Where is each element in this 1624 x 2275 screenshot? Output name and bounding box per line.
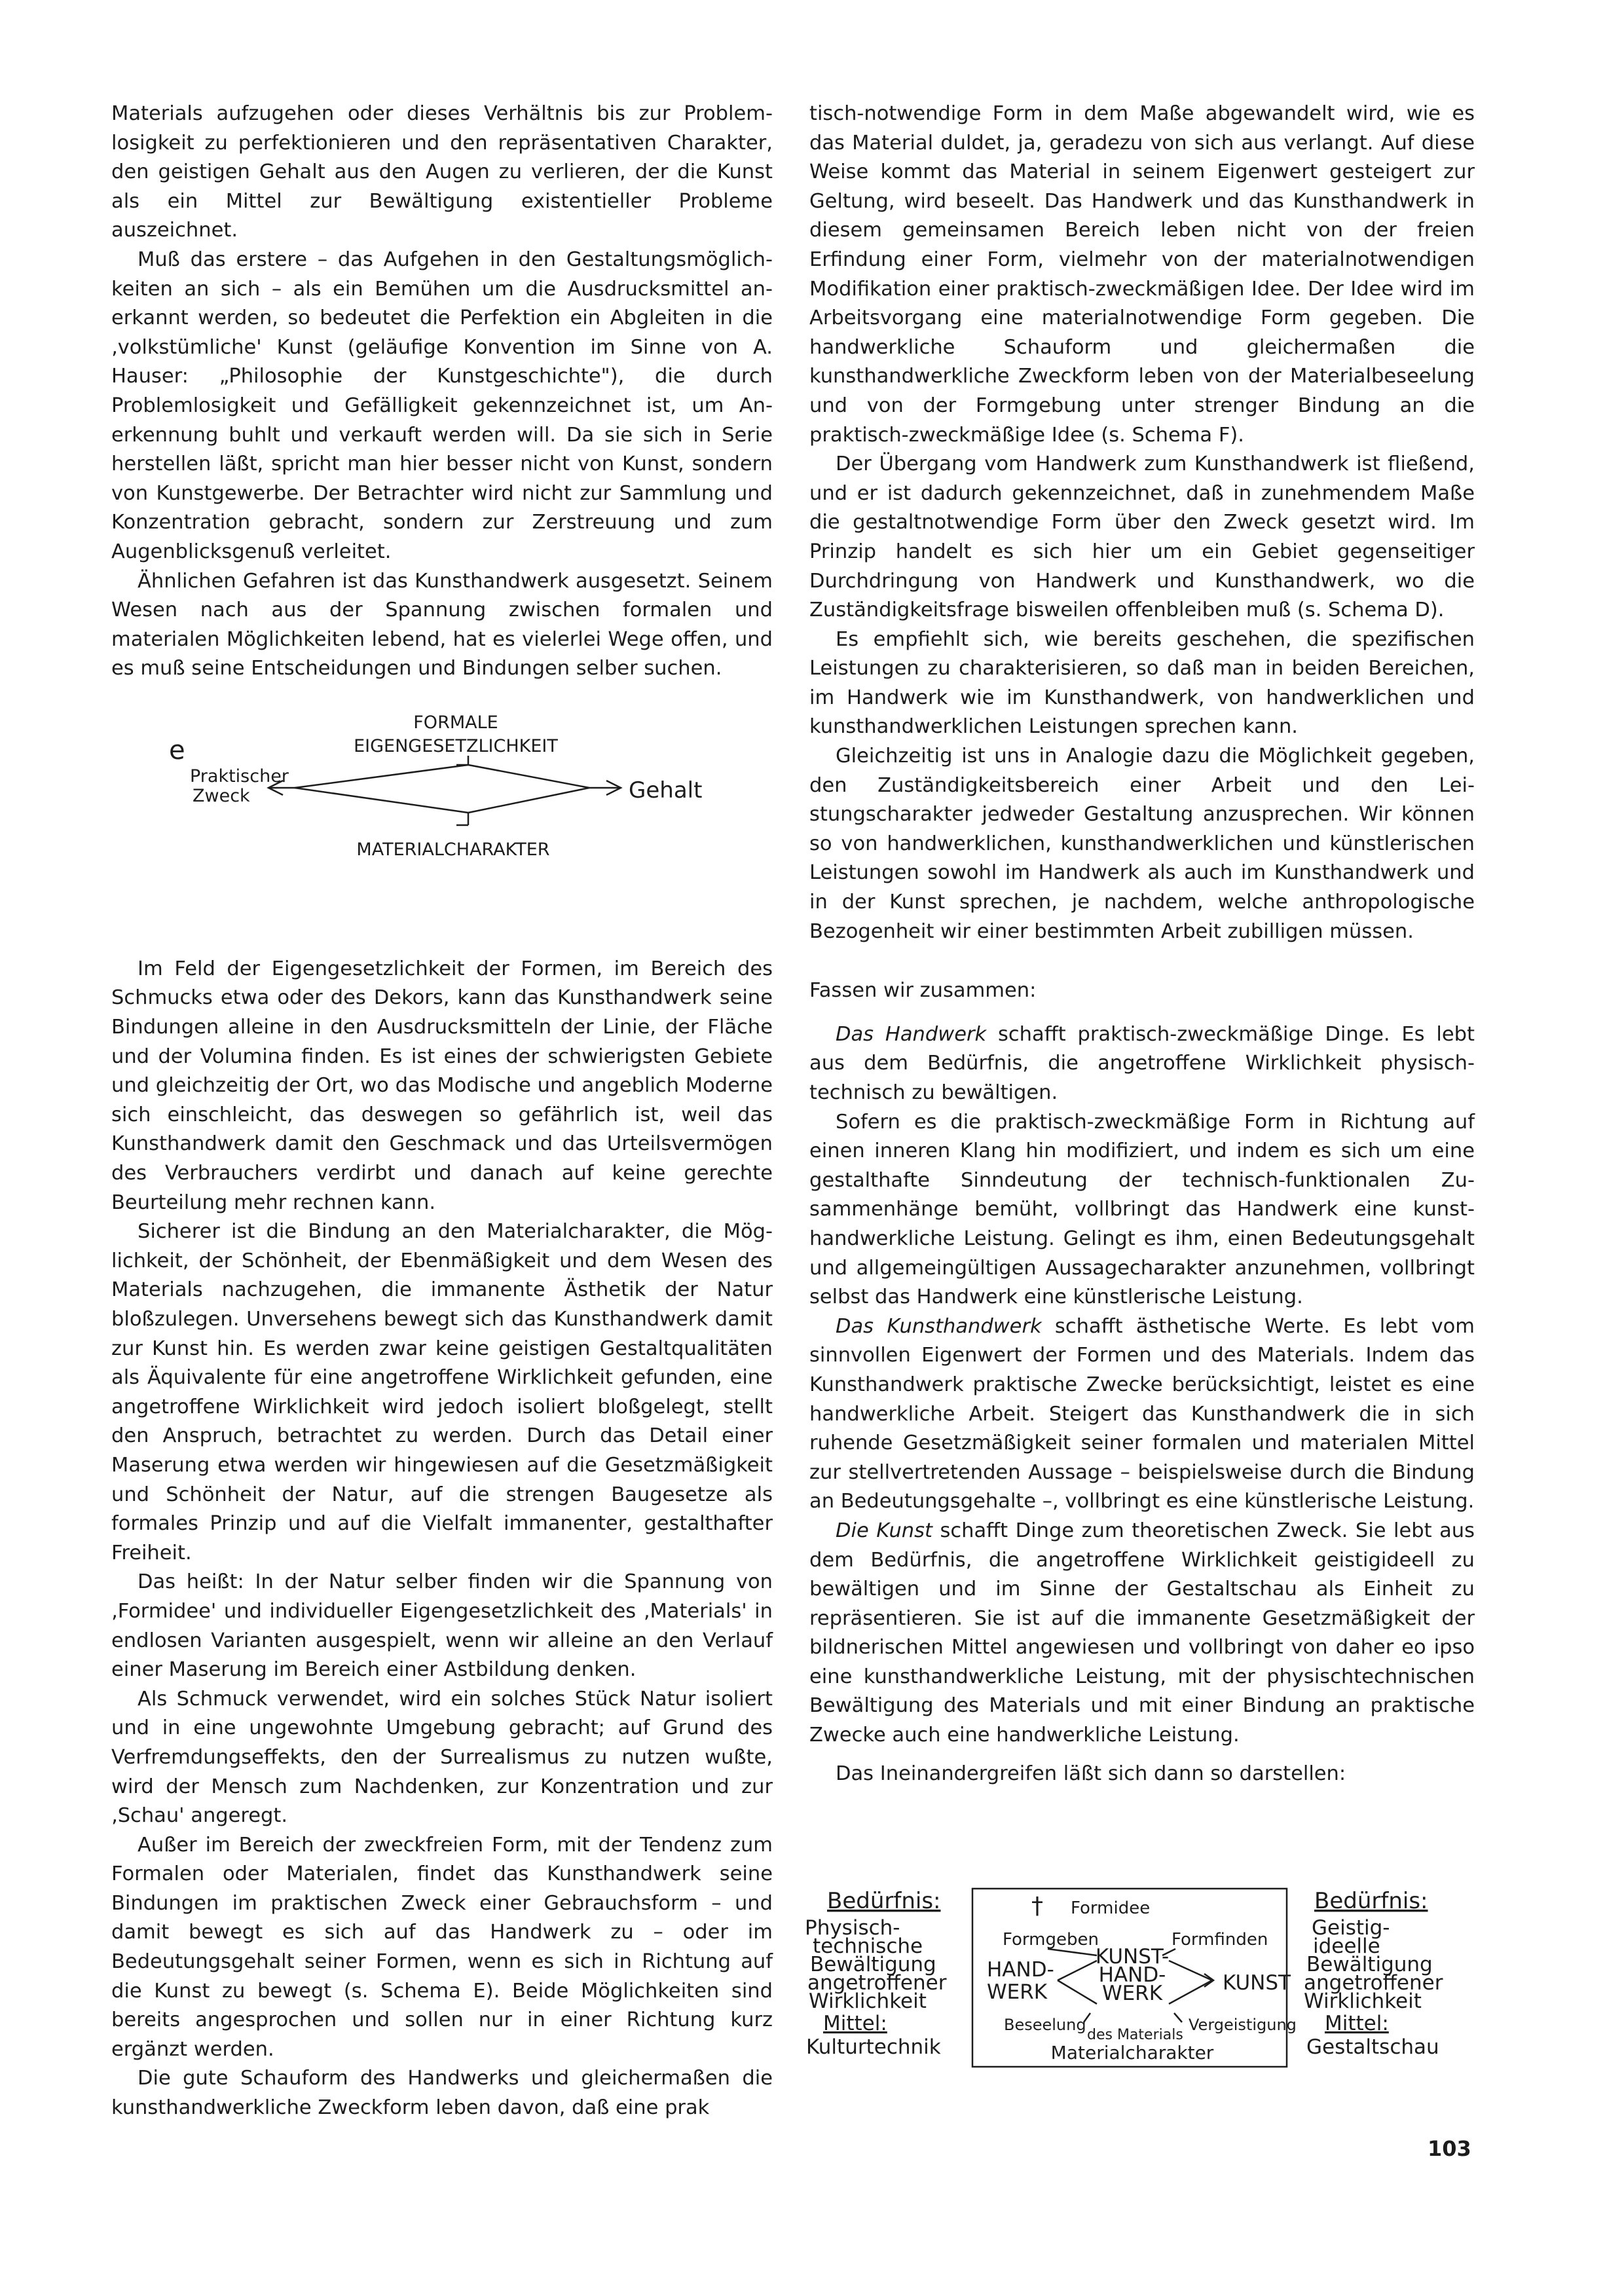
schema-e-top-line2: EIGENGESETZLICHKEIT	[354, 735, 558, 756]
paragraph: Das Ineinandergreifen läßt sich dann so darstellen:	[836, 1762, 1346, 1785]
schema-letter: e	[169, 735, 185, 766]
des-materials-label: des Materials	[1087, 2027, 1183, 2043]
paragraph: Muß das erstere – das Aufgehen in den Gestaltungsmöglichkeiten an sich – als ein Bemühen um die Ausdrucksmittel anerkannt werden, so bedeutet die Perfektion ein Abgleiten in die ‚volkstümliche' Kunst (geläufige Konvention im Sinne von A. Hauser: „Philosophie der Kunstgeschichte"), die durch Problemlosigkeit und Gefälligkeit gekennzeichnet ist, um Anerkennung buhlt und verkauft werden will. Da sie sich in Serie herstellen läßt, spricht man hier besser nicht von Kunst, sondern von Kunstgewerbe. Der Betrachter wird nicht zur Sammlung und Konzentration gebracht, sondern zur Zerstreuung und zum Augenblicksgenuß verleitet.	[111, 248, 773, 563]
paragraph: Gleichzeitig ist uns in Analogie dazu die Möglichkeit gegeben, den Zuständigkeitsbereich einer Arbeit und den Leistungscharakter jedweder Gestaltung anzusprechen. Wir können so von handwerklichen, kunsthandwerklichen und künstlerischen Leistungen sowohl im Handwerk als auch im Kunsthandwerk und in der Kunst sprechen, je nachdem, welche anthropologische Bezogenheit wir einer bestimmten Arbeit zubilligen müssen.	[809, 745, 1475, 943]
schema-e-diagram	[111, 698, 773, 921]
summary-lead: Fassen wir zusammen:	[809, 979, 1037, 1003]
schema-e-left-line2: Zweck	[193, 785, 250, 806]
right-heading: Bedürfnis:	[1314, 1888, 1428, 1914]
schema-f-figure	[783, 1882, 1477, 2098]
schema-e-figure	[111, 698, 773, 921]
schema-f-diagram	[783, 1882, 1477, 2101]
paragraph: Sofern es die praktisch-zweckmäßige Form in Richtung auf einen inneren Klang hin modifiziert, und indem es sich um eine gestalthafte Sinndeutung der technisch-funktionalen Zusammenhänge bemüht, vollbringt das Handwerk eine kunsthandwerkliche Leistung. Gelingt es ihm, einen Bedeutungsgehalt und allgemeingültigen Aussagecharakter anzunehmen, vollbringt selbst das Handwerk eine künstlerische Leistung.	[809, 1110, 1475, 1309]
paragraph: Sicherer ist die Bindung an den Materialcharakter, die Möglichkeit, der Schönheit, der Ebenmäßigkeit und dem Wesen des Materials nachzugehen, die immanente Ästhetik der Natur bloßzulegen. Unversehens bewegt sich das Kunsthandwerk damit zur Kunst hin. Es werden zwar keine geistigen Gestaltqualitäten als Äquivalente für eine angetroffene Wirklichkeit gefunden, eine angetroffene Wirklichkeit wird jedoch isoliert bloßgelegt, stellt den Anspruch, betrachtet zu werden. Durch das Detail einer Maserung etwa werden wir hingewiesen auf die Gesetzmäßigkeit und Schönheit der Natur, auf die strengen Baugesetze als formales Prinzip und auf die Vielfalt immanenter, gestalthafter Freiheit.	[111, 1220, 773, 1564]
beseelung-label: Beseelung	[1004, 2016, 1086, 2034]
right-text-column	[809, 100, 1475, 1788]
paragraph: Außer im Bereich der zweckfreien Form, mit der Tendenz zum Formalen oder Materialen, findet das Kunsthandwerk seine Bindungen im praktischen Zweck einer Gebrauchsform – und damit bewegt es sich auf das Handwerk zu – oder im Bedeutungsgehalt seiner Formen, wenn es sich in Richtung auf die Kunst zu bewegt (s. Schema E). Beide Möglichkeiten sind bereits angesprochen und sollen nur in einer Richtung kurz ergänzt werden.	[111, 1833, 773, 2061]
cross-icon: †	[1031, 1893, 1043, 1919]
vergeistigung-label: Vergeistigung	[1189, 2016, 1297, 2034]
formfinden-label: Formfinden	[1172, 1930, 1268, 1950]
handwerk-line1: HAND-	[987, 1958, 1054, 1982]
kunst-label: KUNST	[1223, 1971, 1291, 1995]
schema-e-lines	[268, 756, 621, 825]
term-kunsthandwerk: Das Kunsthandwerk	[836, 1314, 1042, 1338]
right-mittel: Mittel:	[1325, 2012, 1389, 2035]
left-line: Wirklichkeit	[809, 1989, 927, 2013]
paragraph: Die gute Schauform des Handwerks und gleichermaßen die kunsthandwerkliche Zweckform leben davon, daß eine prak	[111, 2067, 773, 2120]
paragraph: Der Übergang vom Handwerk zum Kunsthandwerk ist fließend, und er ist dadurch gekennzeichnet, daß in zunehmendem Maße die gestaltnotwendige Form über den Zweck gesetzt wird. Im Prinzip handelt es sich hier um ein Gebiet gegenseitiger Durchdringung von Handwerk und Kunsthandwerk, wo die Zuständigkeitsfrage bisweilen offenbleiben muß (s. Schema D).	[809, 453, 1475, 622]
left-line: Physisch-	[805, 1916, 900, 1940]
paragraph: Es empfiehlt sich, wie bereits geschehen, die spezifischen Leistungen zu charakterisieren, so daß man in beiden Bereichen, im Handwerk wie im Kunsthandwerk, von handwerklichen und kunsthandwerklichen Leistungen sprechen kann.	[809, 627, 1475, 739]
right-line: Wirklichkeit	[1304, 1989, 1422, 2013]
schema-e-left-line1: Praktischer	[190, 766, 289, 786]
paragraph: Das heißt: In der Natur selber finden wir die Spannung von ‚Formidee' und individueller Eigengesetzlichkeit des ‚Materials' in endlosen Varianten ausgespielt, wenn wir alleine an den Verlauf einer Maserung im Bereich einer Astbildung denken.	[111, 1570, 773, 1682]
right-line: Geistig-	[1312, 1916, 1390, 1940]
right-line: angetroffener	[1304, 1971, 1443, 1995]
paragraph: Ähnlichen Gefahren ist das Kunsthandwerk ausgesetzt. Seinem Wesen nach aus der Spannung zwischen formalen und materialen Möglichkeiten lebend, hat es vielerlei Wege offen, und es muß seine Entscheidungen und Bindungen selber suchen.	[111, 569, 773, 680]
paragraph: Materials aufzugehen oder dieses Verhältnis bis zur Problemlosigkeit zu perfektionieren und den repräsentativen Charakter, den geistigen Gehalt aus den Augen zu verlieren, der die Kunst als ein Mittel zur Bewältigung existentieller Probleme auszeichnet.	[111, 102, 773, 242]
left-line: Bewältigung	[810, 1953, 936, 1976]
left-heading: Bedürfnis:	[827, 1888, 941, 1914]
schema-e-bottom: MATERIALCHARAKTER	[356, 839, 550, 860]
kunsthandwerk-line3: WERK	[1101, 1982, 1163, 2005]
kunsthandwerk-line2: HAND-	[1098, 1963, 1166, 1987]
left-mittel-value: Kulturtechnik	[806, 2035, 941, 2059]
left-line: technische	[813, 1934, 923, 1958]
left-mittel: Mittel:	[823, 2012, 887, 2035]
term-kunst: Die Kunst	[836, 1519, 932, 1542]
schema-e-top-line1: FORMALE	[413, 712, 498, 733]
schema-e-right: Gehalt	[629, 777, 703, 804]
paragraph	[809, 1312, 1475, 1517]
formgeben-label: Formgeben	[1003, 1930, 1099, 1950]
paragraph: Als Schmuck verwendet, wird ein solches Stück Natur isoliert und in eine ungewohnte Umgebung gebracht; auf Grund des Verfremdungseffekts, den der Surrealismus zu nutzen wußte, wird der Mensch zum Nachdenken, zur Konzentration und zur ‚Schau' angeregt.	[111, 1687, 773, 1828]
right-line: ideelle	[1313, 1934, 1380, 1958]
kunsthandwerk-line1: KUNST-	[1095, 1945, 1170, 1969]
paragraph-text: schafft Dinge zum theoretischen Zweck. Sie lebt aus dem Bedürfnis, die angetroffene Wirklichkeit geistigideell zu bewältigen und im Sinne der Gestaltschau als Einheit zu repräsentieren. Sie ist auf die immanente Gesetzmäßigkeit der bildnerischen Mittel angewiesen und vollbringt von daher eo ipso eine kunsthandwerkliche Leistung, mit der physischtechnischen Bewältigung des Materials und mit einer Bindung an praktische Zwecke auch eine handwerkliche Leistung.	[809, 1519, 1475, 1747]
materialcharakter-label: Materialcharakter	[1050, 2042, 1214, 2063]
paragraph	[809, 1517, 1475, 1750]
page-number: 103	[1428, 2136, 1471, 2161]
left-line: angetroffener	[807, 1971, 947, 1995]
paragraph	[809, 1020, 1475, 1108]
paragraph-text: schafft ästhetische Werte. Es lebt vom sinnvollen Eigenwert der Formen und des Materials. Indem das Kunsthandwerk praktische Zwecke berücksichtigt, leistet es eine handwerkliche Arbeit. Steigert das Kunsthandwerk die in sich ruhende Gesetzmäßigkeit seiner formalen und materialen Mittel zur stellvertretenden Aussage – beispielsweise durch die Bindung an Bedeutungsgehalte –, vollbringt es eine künstlerische Leistung.	[809, 1314, 1475, 1513]
paragraph-text: schafft praktisch-zweckmäßige Dinge. Es lebt aus dem Bedürfnis, die angetroffene Wirklichkeit physisch-technisch zu bewältigen.	[809, 1022, 1475, 1104]
right-line: Bewältigung	[1306, 1953, 1433, 1976]
paragraph: Im Feld der Eigengesetzlichkeit der Formen, im Bereich des Schmucks etwa oder des Dekors, kann das Kunsthandwerk seine Bindungen alleine in den Ausdrucksmitteln der Linie, der Fläche und der Volumina finden. Es ist eines der schwierigsten Gebiete und gleichzeitig der Ort, wo das Modische und angeblich Moderne sich einschleicht, das deswegen so gefährlich ist, weil das Kunsthandwerk damit den Geschmack und das Urteilsvermögen des Verbrauchers verdirbt und danach auf keine gerechte Beurteilung mehr rechnen kann.	[111, 957, 773, 1214]
handwerk-line2: WERK	[987, 1980, 1048, 2004]
right-mittel-value: Gestaltschau	[1306, 2035, 1439, 2059]
paragraph: tisch-notwendige Form in dem Maße abgewandelt wird, wie es das Material duldet, ja, geradezu von sich aus verlangt. Auf diese Weise kommt das Material in seinem Eigenwert gesteigert zur Geltung, wird beseelt. Das Handwerk und das Kunsthandwerk in diesem gemeinsamen Bereich leben nicht von der freien Erfindung einer Form, vielmehr von der materialnotwendigen Modifikation einer praktisch-zweckmäßigen Idee. Der Idee wird im Arbeitsvorgang eine materialnotwendige Form gegeben. Die handwerkliche Schauform und gleichermaßen die kunsthandwerkliche Zweckform leben von der Materialbeseelung und von der Formgebung unter strenger Bindung an die praktisch-zweckmäßige Idee (s. Schema F).	[809, 102, 1475, 447]
left-text-column	[111, 100, 773, 2123]
formidee-label: Formidee	[1071, 1898, 1151, 1918]
term-handwerk: Das Handwerk	[836, 1022, 987, 1046]
